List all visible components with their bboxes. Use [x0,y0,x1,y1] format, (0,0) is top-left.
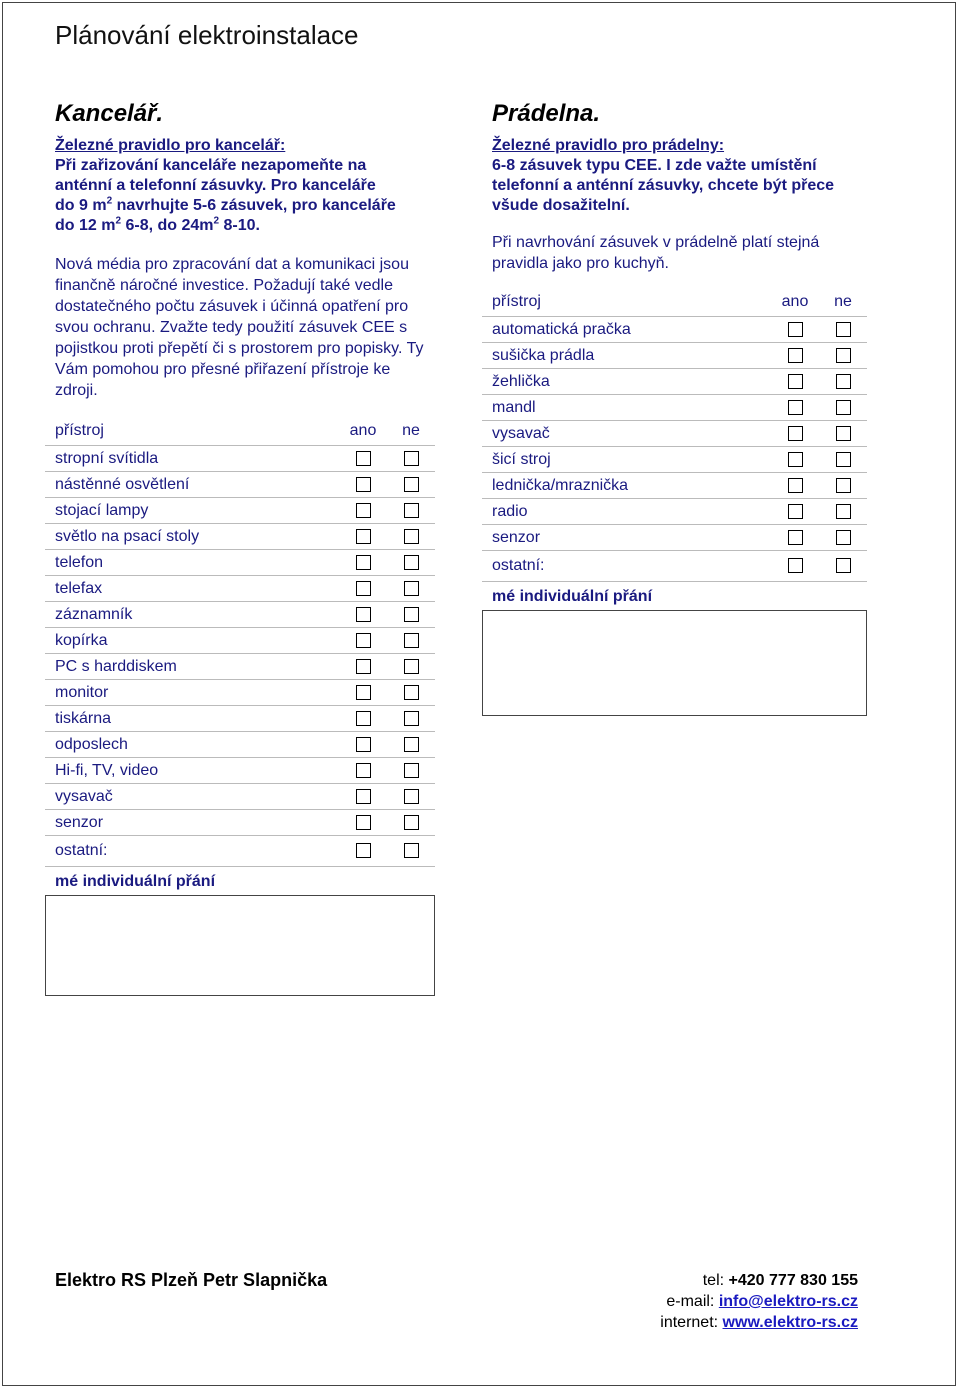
other-label: ostatní: [482,551,771,582]
column-yes: ano [339,417,387,446]
yes-checkbox[interactable] [788,348,803,363]
table-row [45,602,435,628]
table-row [45,732,435,758]
table-row [45,472,435,498]
footer-company: Elektro RS Plzeň Petr Slapnička [55,1270,328,1290]
no-checkbox[interactable] [404,555,419,570]
laundry-paragraph: Při navrhování zásuvek v prádelně platí stejná pravidla jako pro kuchyň. [492,234,820,272]
device-name: šicí stroj [482,447,771,473]
yes-checkbox[interactable] [356,815,371,830]
table-row [45,524,435,550]
office-device-table [45,417,435,867]
office-wish-field[interactable] [45,896,435,996]
table-row [482,421,867,447]
device-name: sušička prádla [482,343,771,369]
table-header-row [482,288,867,317]
device-name: záznamník [45,602,339,628]
no-checkbox[interactable] [404,503,419,518]
yes-checkbox[interactable] [788,426,803,441]
office-rule-line: Při zařizování kanceláře nezapomeňte na [55,157,367,174]
device-name: kopírka [45,628,339,654]
no-checkbox[interactable] [404,763,419,778]
yes-checkbox[interactable] [788,452,803,467]
laundry-device-table [482,288,867,582]
table-row [45,680,435,706]
yes-checkbox[interactable] [356,633,371,648]
device-name: vysavač [482,421,771,447]
device-name: vysavač [45,784,339,810]
column-device: přístroj [45,417,339,446]
table-row [482,499,867,525]
office-rule-body [55,156,435,236]
laundry-wish-field[interactable] [482,611,867,716]
no-checkbox[interactable] [836,426,851,441]
footer-phone: tel: +420 777 830 155 [702,1272,858,1289]
yes-checkbox[interactable] [788,374,803,389]
column-no: ne [819,288,867,317]
office-rule-heading: Železné pravidlo pro kancelář: [55,137,286,154]
no-checkbox[interactable] [836,558,851,573]
table-row [482,317,867,343]
office-rule-line: anténní a telefonní zásuvky. Pro kanceláře [55,177,376,194]
device-name: žehlička [482,369,771,395]
column-device: přístroj [482,288,771,317]
column-no: ne [387,417,435,446]
yes-checkbox[interactable] [356,843,371,858]
table-row [45,498,435,524]
yes-checkbox[interactable] [788,400,803,415]
laundry-section [482,100,867,716]
device-name: telefon [45,550,339,576]
yes-checkbox[interactable] [788,530,803,545]
device-name: PC s harddiskem [45,654,339,680]
device-name: nástěnné osvětlení [45,472,339,498]
device-name: radio [482,499,771,525]
no-checkbox[interactable] [404,659,419,674]
no-checkbox[interactable] [836,374,851,389]
no-checkbox[interactable] [404,843,419,858]
no-checkbox[interactable] [404,529,419,544]
yes-checkbox[interactable] [356,451,371,466]
yes-checkbox[interactable] [788,478,803,493]
table-row-other [45,836,435,867]
yes-checkbox[interactable] [356,477,371,492]
laundry-wish-label: mé individuální přání [482,582,867,611]
table-row [482,473,867,499]
yes-checkbox[interactable] [788,322,803,337]
device-name: mandl [482,395,771,421]
page-title: Plánování elektroinstalace [55,20,359,50]
other-label: ostatní: [45,836,339,867]
table-row [45,628,435,654]
table-row [45,576,435,602]
device-name: světlo na psací stoly [45,524,339,550]
no-checkbox[interactable] [404,581,419,596]
no-checkbox[interactable] [404,685,419,700]
device-name: senzor [45,810,339,836]
table-header-row [45,417,435,446]
yes-checkbox[interactable] [356,711,371,726]
device-name: lednička/mraznička [482,473,771,499]
laundry-title: Prádelna. [492,100,601,127]
yes-checkbox[interactable] [356,763,371,778]
device-name: stropní svítidla [45,446,339,472]
yes-checkbox[interactable] [356,503,371,518]
footer-contacts [660,1270,858,1333]
yes-checkbox[interactable] [356,789,371,804]
office-rule-line: do 12 $m^2$ 6-8, do $24m^2$ 8-10. [55,215,260,234]
no-checkbox[interactable] [404,633,419,648]
table-row [45,758,435,784]
laundry-rule-body: 6-8 zásuvek typu CEE. I zde važte umístění telefonní a anténní zásuvky, chcete být přece všude dosažitelní. [492,157,835,214]
table-row [482,525,867,551]
yes-checkbox[interactable] [356,607,371,622]
no-checkbox[interactable] [836,504,851,519]
table-row [45,784,435,810]
yes-checkbox[interactable] [356,659,371,674]
no-checkbox[interactable] [836,478,851,493]
no-checkbox[interactable] [836,322,851,337]
office-wish-label: mé individuální přání [45,867,435,896]
table-row [45,550,435,576]
yes-checkbox[interactable] [356,581,371,596]
no-checkbox[interactable] [836,452,851,467]
no-checkbox[interactable] [404,789,419,804]
table-row [482,369,867,395]
column-yes: ano [771,288,819,317]
office-title: Kancelář. [55,100,164,127]
no-checkbox[interactable] [404,607,419,622]
email-link[interactable]: info@elektro-rs.cz [718,1293,858,1310]
table-row [45,810,435,836]
footer-web: internet: www.elektro-rs.cz [660,1314,858,1331]
no-checkbox[interactable] [404,815,419,830]
yes-checkbox[interactable] [356,529,371,544]
office-section [45,100,435,996]
table-row [482,447,867,473]
no-checkbox[interactable] [836,530,851,545]
yes-checkbox[interactable] [356,685,371,700]
table-row [482,395,867,421]
yes-checkbox[interactable] [356,737,371,752]
no-checkbox[interactable] [404,451,419,466]
office-rule-line: do 9 $m^2$ navrhujte 5-6 zásuvek, pro kanceláře [55,195,396,214]
device-name: tiskárna [45,706,339,732]
no-checkbox[interactable] [404,477,419,492]
table-row [45,654,435,680]
yes-checkbox[interactable] [788,558,803,573]
device-name: telefax [45,576,339,602]
device-name: automatická pračka [482,317,771,343]
table-row [482,343,867,369]
no-checkbox[interactable] [404,737,419,752]
yes-checkbox[interactable] [788,504,803,519]
office-paragraph: Nová média pro zpracování dat a komunikaci jsou finančně náročné investice. Požadují také vedle dostatečného počtu zásuvek i účinná opatření pro svou ochranu. Zvažte tedy použití zásuvek CEE s pojistkou proti přepětí či s prostorem pro popisky. Ty Vám pomohou pro přesné přiřazení přístroje ke zdroji. [55,256,424,399]
device-name: Hi-fi, TV, video [45,758,339,784]
footer-email: e-mail: info@elektro-rs.cz [666,1293,858,1310]
device-name: senzor [482,525,771,551]
no-checkbox[interactable] [404,711,419,726]
device-name: stojací lampy [45,498,339,524]
web-link[interactable]: www.elektro-rs.cz [722,1314,858,1331]
no-checkbox[interactable] [836,348,851,363]
table-row-other [482,551,867,582]
table-row [45,446,435,472]
device-name: odposlech [45,732,339,758]
laundry-rule-heading: Železné pravidlo pro prádelny: [492,137,725,154]
yes-checkbox[interactable] [356,555,371,570]
no-checkbox[interactable] [836,400,851,415]
table-row [45,706,435,732]
device-name: monitor [45,680,339,706]
